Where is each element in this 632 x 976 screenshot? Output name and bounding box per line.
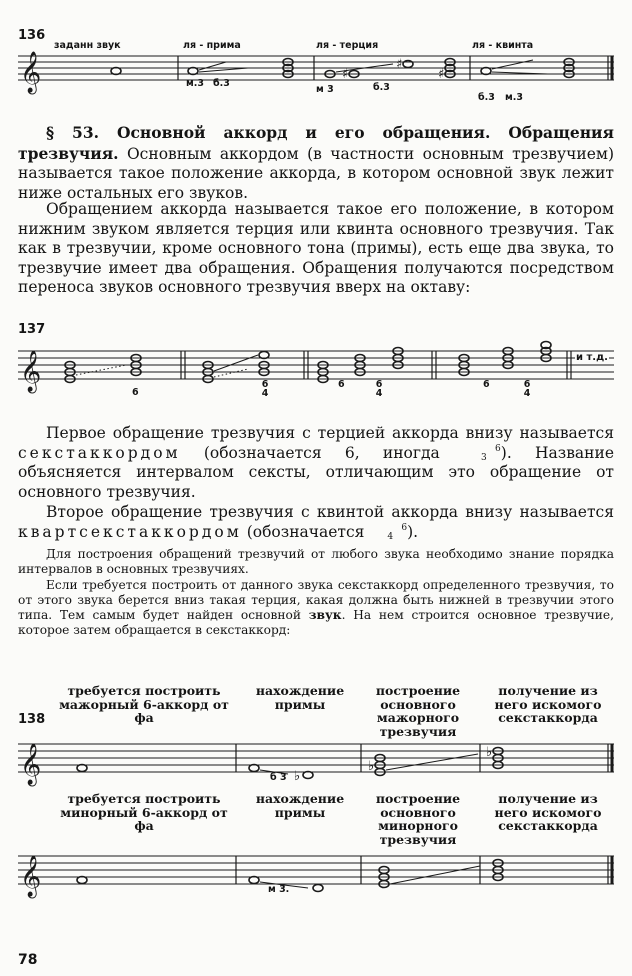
label-fifth: ля - квинта bbox=[472, 40, 534, 51]
etc-label: и т.д. bbox=[576, 352, 608, 363]
label-prime: ля - прима bbox=[183, 40, 241, 51]
figure-label: 6 bbox=[132, 387, 139, 398]
svg-text:♭: ♭ bbox=[486, 745, 493, 760]
interval-label: м 3. bbox=[268, 884, 290, 895]
interval-label: м 3 bbox=[316, 84, 334, 95]
step-heading: построение основного мажорного трезвучия bbox=[375, 683, 461, 739]
step-heading: получение из него искомого секстаккорда bbox=[494, 683, 602, 725]
step-heading: требуется построить мажорный 6-аккорд от фа bbox=[59, 683, 229, 725]
step-heading: нахождение примы bbox=[255, 683, 345, 712]
svg-text:♭: ♭ bbox=[294, 769, 301, 784]
example-number: 138 bbox=[18, 712, 46, 727]
section-paragraph bbox=[18, 123, 614, 203]
section-text: Основным аккордом (в частности основным трезвучием) называется такое положение аккорда, в котором основной звук лежит ниже остальных его звуков. bbox=[18, 144, 614, 202]
term-sixth-chord: секстаккордом bbox=[18, 443, 181, 462]
interval-label: м.3 bbox=[505, 92, 523, 103]
music-staff-138a bbox=[18, 740, 614, 785]
step-heading: получение из него искомого секстаккорда bbox=[494, 791, 602, 833]
svg-text:𝄞: 𝄞 bbox=[20, 351, 42, 392]
svg-text:♯: ♯ bbox=[438, 67, 445, 82]
example-number: 136 bbox=[18, 28, 46, 43]
small-paragraph: Для построения обращений трезвучий от любого звука необходимо знание порядка интервалов в основных трезвучиях. bbox=[18, 547, 614, 576]
figure-label: 6 4 bbox=[523, 379, 531, 399]
label-given-note: задан‌н звук bbox=[54, 40, 121, 51]
interval-label: б 3 bbox=[270, 772, 287, 783]
figure-label: 6 4 bbox=[261, 379, 269, 399]
svg-text:♯: ♯ bbox=[396, 57, 403, 72]
figure-label: 6 bbox=[483, 379, 490, 390]
svg-text:𝄞: 𝄞 bbox=[20, 856, 42, 897]
section-heading: § 53. Основной аккорд и его обращения. Обращения трезвучия. bbox=[18, 123, 614, 163]
paragraph-inversion: Обращением аккорда называется такое его положение, в котором нижним звуком является терция или квинта основного трезвучия. Так как в трезвучии, кроме основного тона (примы), есть еще два звука, то трезвучие имеет два обращения. Обращения получаются посредством переноса звуков основного трезвучия вверх на октаву: bbox=[18, 200, 614, 296]
step-heading: требуется построить минорный 6-аккорд от фа bbox=[60, 791, 228, 833]
page-number: 78 bbox=[18, 952, 38, 968]
svg-text:𝄞: 𝄞 bbox=[20, 744, 42, 785]
interval-label: м.3 bbox=[186, 78, 204, 89]
figure-label: 6 4 bbox=[375, 379, 383, 399]
svg-text:♭: ♭ bbox=[368, 759, 375, 774]
figure-label: 6 bbox=[338, 379, 345, 390]
small-paragraph: Если требуется построить от данного звука секстаккорд определенного трезвучия, то от этого звука берется вниз такая терция, какая должна быть нижней в трезвучии этого типа. Тем самым будет найден основной звук. На нем строится основное трезвучие, которое затем обращается в секстаккорд: bbox=[18, 578, 614, 637]
figure-63: 6 3 bbox=[481, 443, 501, 463]
paragraph-six-four-chord: Второе обращение трезвучия с квинтой аккорда внизу называется квартсекстаккордом (обозначается 6 4 ). bbox=[18, 503, 614, 542]
paragraph-sixth-chord: Первое обращение трезвучия с терцией аккорда внизу называется секстаккордом (обозначается 6, иногда 6 3 ). Название объясняется интервалом сексты, отличающим это обращение от основного трезвучия. bbox=[18, 424, 614, 501]
label-third: ля - терция bbox=[316, 40, 379, 51]
interval-label: б.3 bbox=[373, 82, 390, 93]
term-six-four-chord: квартсекстаккордом bbox=[18, 522, 242, 541]
example-number: 137 bbox=[18, 322, 46, 337]
step-heading: нахождение примы bbox=[255, 791, 345, 820]
step-heading: построение основного минорного трезвучия bbox=[375, 791, 461, 847]
figure-64: 6 4 bbox=[387, 522, 408, 542]
interval-label: б.3 bbox=[478, 92, 495, 103]
svg-text:𝄞: 𝄞 bbox=[20, 52, 42, 93]
music-staff-138b bbox=[18, 852, 614, 897]
svg-text:♯: ♯ bbox=[342, 67, 349, 82]
interval-label: б.3 bbox=[213, 78, 230, 89]
